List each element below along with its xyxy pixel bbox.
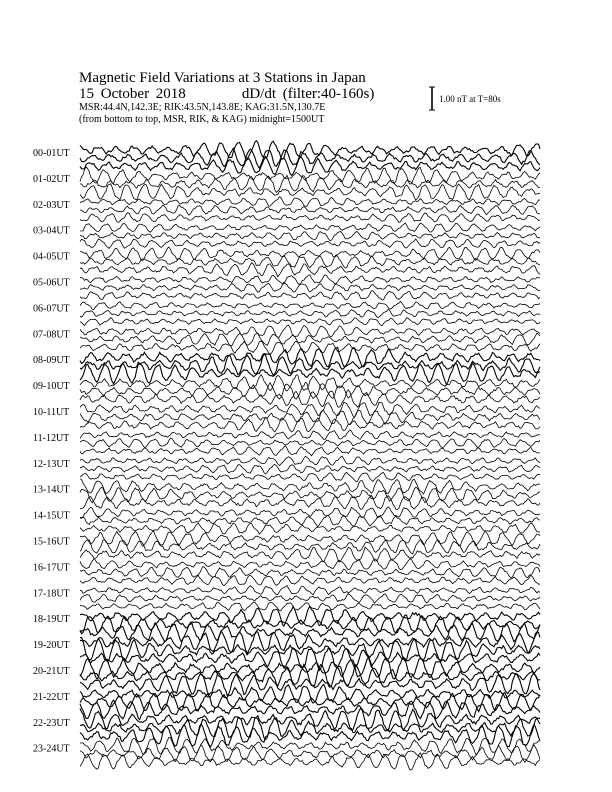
trace-11-12UT-KAG bbox=[80, 430, 540, 440]
trace-12-13UT-MSR bbox=[80, 473, 540, 482]
station-coordinates: MSR:44.4N,142.3E; RIK:43.5N,143.8E; KAG:31.5N,130.7E bbox=[79, 102, 326, 113]
trace-14-15UT-MSR bbox=[80, 523, 540, 534]
trace-17-18UT-RIK bbox=[80, 594, 540, 604]
hour-label-03-04UT: 03-04UT bbox=[33, 225, 70, 237]
trace-02-03UT-RIK bbox=[80, 205, 540, 215]
trace-03-04UT-KAG bbox=[80, 223, 540, 232]
hour-label-18-19UT: 18-19UT bbox=[33, 614, 70, 626]
hour-label-15-16UT: 15-16UT bbox=[33, 536, 70, 548]
chart-title: Magnetic Field Variations at 3 Stations in Japan bbox=[79, 70, 366, 86]
scale-bar-label: 1.00 nT at T=80s bbox=[439, 94, 501, 104]
hour-label-22-23UT: 22-23UT bbox=[33, 717, 70, 729]
trace-06-07UT-KAG bbox=[80, 301, 540, 309]
hour-label-10-11UT: 10-11UT bbox=[33, 407, 70, 418]
hour-label-06-07UT: 06-07UT bbox=[33, 303, 70, 315]
trace-01-02UT-KAG bbox=[80, 167, 540, 184]
trace-23-24UT-RIK bbox=[80, 745, 540, 763]
hour-label-13-14UT: 13-14UT bbox=[33, 484, 70, 496]
hour-label-14-15UT: 14-15UT bbox=[33, 510, 70, 522]
hour-label-01-02UT: 01-02UT bbox=[33, 173, 70, 185]
trace-16-17UT-RIK bbox=[80, 567, 540, 578]
trace-15-16UT-KAG bbox=[80, 531, 540, 547]
trace-05-06UT-RIK bbox=[80, 282, 540, 292]
trace-12-13UT-KAG bbox=[80, 456, 540, 465]
trace-15-16UT-MSR bbox=[80, 547, 540, 562]
trace-23-24UT-MSR bbox=[80, 753, 540, 770]
trace-07-08UT-RIK bbox=[80, 333, 540, 346]
station-order-note: (from bottom to top, MSR, RIK, & KAG) midnight=1500UT bbox=[79, 114, 325, 125]
trace-00-01UT-KAG bbox=[80, 141, 540, 159]
hour-label-02-03UT: 02-03UT bbox=[33, 199, 70, 211]
hour-label-00-01UT: 00-01UT bbox=[33, 148, 70, 159]
trace-06-07UT-MSR bbox=[80, 318, 540, 326]
trace-17-18UT-KAG bbox=[80, 586, 540, 595]
hour-label-16-17UT: 16-17UT bbox=[33, 562, 70, 574]
trace-23-24UT-KAG bbox=[80, 737, 540, 754]
trace-10-11UT-KAG bbox=[80, 402, 540, 417]
trace-04-05UT-KAG bbox=[80, 247, 540, 260]
hour-label-19-20UT: 19-20UT bbox=[33, 640, 70, 652]
hour-label-17-18UT: 17-18UT bbox=[33, 588, 70, 600]
trace-10-11UT-RIK bbox=[80, 411, 540, 425]
hour-label-21-22UT: 21-22UT bbox=[33, 691, 70, 703]
hour-label-12-13UT: 12-13UT bbox=[33, 458, 70, 470]
trace-20-21UT-KAG bbox=[80, 657, 540, 679]
trace-06-07UT-RIK bbox=[80, 310, 540, 318]
hour-label-20-21UT: 20-21UT bbox=[33, 666, 70, 677]
chart-quantity: dD/dt (filter:40-160s) bbox=[241, 86, 375, 102]
trace-12-13UT-RIK bbox=[80, 464, 540, 474]
trace-10-11UT-MSR bbox=[80, 417, 540, 432]
hour-label-08-09UT: 08-09UT bbox=[33, 355, 70, 367]
hour-label-07-08UT: 07-08UT bbox=[33, 329, 70, 341]
hour-label-04-05UT: 04-05UT bbox=[33, 251, 70, 263]
trace-16-17UT-MSR bbox=[80, 575, 540, 586]
hour-label-05-06UT: 05-06UT bbox=[33, 277, 70, 289]
hour-label-09-10UT: 09-10UT bbox=[33, 381, 70, 393]
trace-11-12UT-MSR bbox=[80, 446, 540, 456]
trace-04-05UT-RIK bbox=[80, 255, 540, 268]
trace-02-03UT-MSR bbox=[80, 213, 540, 223]
trace-13-14UT-RIK bbox=[80, 487, 540, 503]
trace-14-15UT-RIK bbox=[80, 515, 540, 526]
trace-14-15UT-KAG bbox=[80, 507, 540, 518]
trace-03-04UT-MSR bbox=[80, 239, 540, 248]
trace-03-04UT-RIK bbox=[80, 232, 540, 241]
hour-label-11-12UT: 11-12UT bbox=[33, 432, 70, 444]
chart-date: 15 October 2018 bbox=[79, 86, 186, 102]
trace-02-03UT-KAG bbox=[80, 197, 540, 207]
trace-05-06UT-KAG bbox=[80, 275, 540, 285]
trace-01-02UT-RIK bbox=[80, 175, 540, 192]
trace-07-08UT-MSR bbox=[80, 341, 540, 354]
hour-label-23-24UT: 23-24UT bbox=[33, 743, 70, 755]
trace-11-12UT-RIK bbox=[80, 438, 540, 448]
trace-13-14UT-MSR bbox=[80, 495, 540, 509]
trace-16-17UT-KAG bbox=[80, 559, 540, 570]
trace-13-14UT-KAG bbox=[80, 479, 540, 494]
